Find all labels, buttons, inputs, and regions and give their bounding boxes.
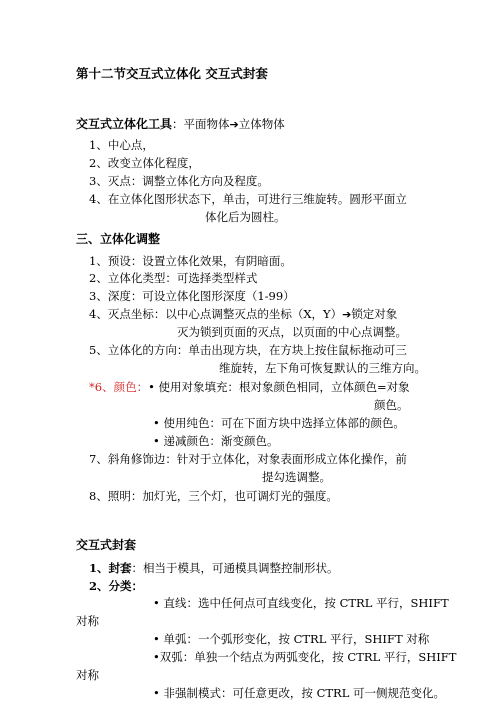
tool-item-3: 3、灭点：调整立体化方向及程度。 — [89, 174, 269, 189]
page-title: 第十二节交互式立体化 交互式封套 — [76, 66, 268, 81]
adjust-item-6-text: • 使用对象填充：根对象颜色相同，立体颜色=对象 — [148, 379, 410, 394]
tool-item-4: 4、在立体化图形状态下，单击，可进行三维旋转。圆形平面立 — [89, 192, 407, 207]
tool-item-2: 2、改变立体化程度， — [89, 155, 200, 170]
adjust-heading: 三、立体化调整 — [76, 231, 161, 246]
envelope-free-mode: • 非强制模式：可任意更改，按 CTRL 可一侧规范变化。 — [153, 685, 446, 700]
envelope-item-2-label: 2、分类 — [89, 578, 132, 593]
adjust-item-4-text: 4、灭点坐标：以中心点调整灭点的坐标（X，Y） — [89, 307, 343, 322]
tool-heading: 交互式立体化工具 — [76, 116, 173, 131]
envelope-item-2-colon: ： — [131, 578, 144, 593]
envelope-single-arc: • 单弧：一个弧形变化，按 CTRL 平行，SHIFT 对称 — [153, 632, 430, 647]
adjust-item-6-label: *6、颜色： — [89, 379, 149, 394]
tool-item-1: 1、中心点， — [89, 137, 154, 152]
adjust-item-8: 8、照明：加灯光，三个灯，也可调灯光的强度。 — [89, 489, 338, 503]
adjust-item-6 — [89, 379, 410, 395]
adjust-item-5: 5、立体化的方向：单击出现方块，在方块上按住鼠标拖动可三 — [89, 343, 407, 357]
envelope-item-2 — [89, 578, 143, 594]
tool-heading-colon: ： — [172, 116, 184, 131]
envelope-line: • 直线：选中任何点可直线变化，按 CTRL 平行，SHIFT — [153, 596, 449, 611]
adjust-item-4-cont: 灭为锁到页面的灭点，以页面的中心点调整。 — [177, 325, 407, 340]
tool-heading-line — [76, 116, 285, 133]
adjust-item-6-cont: 颜色。 — [374, 397, 409, 412]
tool-to: 立体物体 — [238, 116, 285, 131]
adjust-item-3: 3、深度：可设立体化图形深度（1-99） — [89, 289, 295, 304]
adjust-item-7: 7、斜角修饰边：针对于立体化，对象表面形成立体化操作，前 — [89, 452, 407, 467]
envelope-item-1 — [89, 560, 339, 576]
arrow-icon: ➔ — [229, 117, 239, 131]
adjust-item-2: 2、立体化类型：可选择类型样式 — [89, 271, 258, 286]
envelope-double-arc-cont: 对称 — [76, 668, 99, 682]
adjust-item-6-gradient: • 递减颜色：渐变颜色。 — [153, 433, 279, 448]
tool-item-4-cont: 体化后为圆柱。 — [205, 210, 286, 225]
envelope-heading: 交互式封套 — [76, 538, 137, 552]
envelope-item-1-text: ：相当于模具，可通模具调整控制形状。 — [131, 560, 339, 575]
adjust-item-7-cont: 提勾选调整。 — [262, 470, 331, 485]
envelope-double-arc: •双弧：单独一个结点为两弧变化，按 CTRL 平行，SHIFT — [153, 650, 457, 665]
adjust-item-5-cont: 维旋转，左下角可恢复默认的三维方向。 — [219, 360, 426, 375]
adjust-item-4-lock: 锁定对象 — [351, 307, 398, 322]
tool-from: 平面物体 — [183, 116, 230, 131]
arrow-icon: ➔ — [342, 308, 352, 322]
adjust-item-4 — [89, 306, 397, 323]
envelope-item-1-label: 1、封套 — [89, 560, 132, 575]
envelope-line-cont: 对称 — [76, 614, 99, 629]
adjust-item-1: 1、预设：设置立体化效果，有阴暗面。 — [89, 253, 292, 268]
adjust-item-6-solid: • 使用纯色：可在下面方块中选择立体部的颜色。 — [153, 415, 405, 430]
